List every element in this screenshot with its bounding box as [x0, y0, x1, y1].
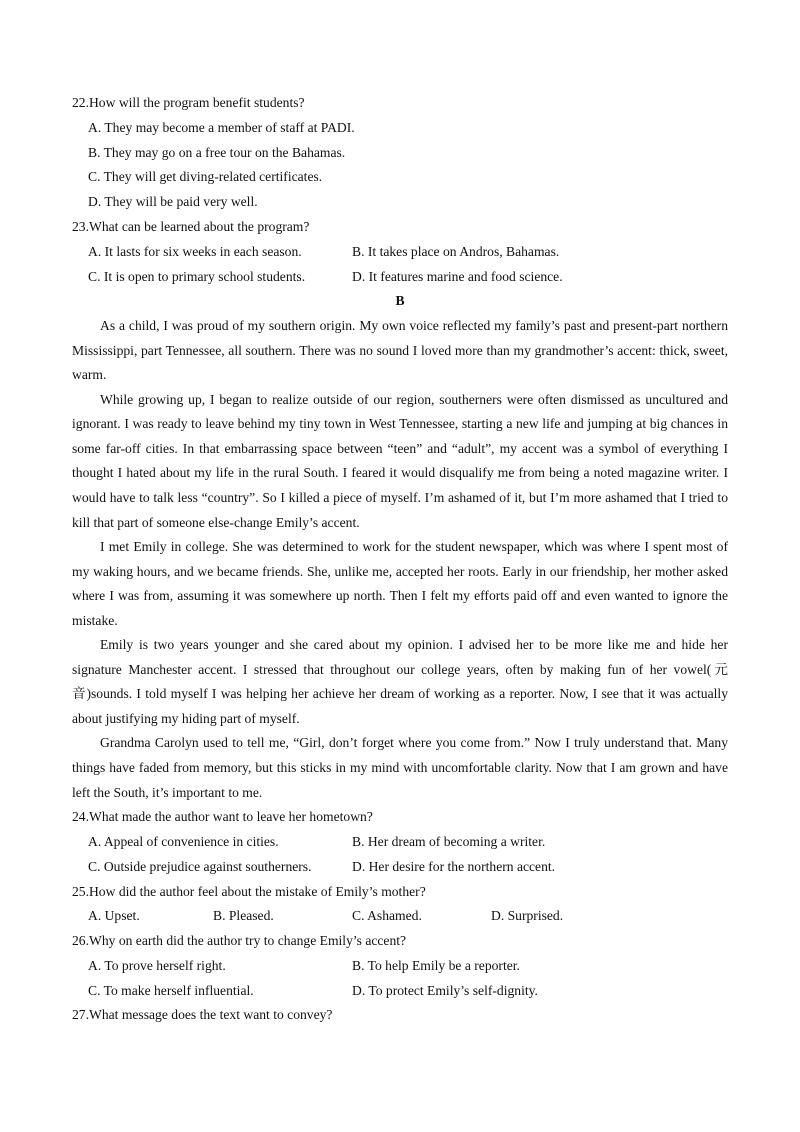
- q24-stem: 24.What made the author want to leave her hometown?: [72, 809, 373, 825]
- q27-stem: 27.What message does the text want to convey?: [72, 1007, 333, 1023]
- q25-option-a: A. Upset.: [88, 908, 140, 924]
- q25-option-b: B. Pleased.: [213, 908, 274, 924]
- q25-option-d: D. Surprised.: [491, 908, 564, 924]
- q25-option-c: C. Ashamed.: [352, 908, 422, 924]
- q23-options-row-1: [88, 240, 728, 265]
- q24-option-c: C. Outside prejudice against southerners.: [88, 858, 312, 874]
- q26-options-row-1: [88, 954, 728, 979]
- q24-option-d: D. Her desire for the northern accent.: [352, 858, 556, 874]
- q26-options-row-2: [88, 979, 728, 1004]
- passage-paragraph-3: I met Emily in college. She was determined to work for the student newspaper, which was where I spent most of my waking hours, and we became friends. She, unlike me, accepted her roots. Early in our friendship, her mother asked where I was from, assuming it was somewhere up north. Then I felt my efforts paid off and even wanted to ignore the mistake.: [72, 539, 728, 628]
- q26-option-d: D. To protect Emily’s self-dignity.: [352, 982, 538, 998]
- q24-options-row-1: [88, 830, 728, 855]
- q24-options-row-2: [88, 855, 728, 880]
- section-b-title: B: [395, 293, 405, 309]
- passage-paragraph-4: Emily is two years younger and she cared about my opinion. I advised her to be more like me and hide her signature Manchester accent. I stressed that throughout our college years, often by making fun of her vowel(元音)sounds. I told myself I was helping her achieve her dream of working as a reporter. Now, I see that it was actually about justifying my hiding part of myself.: [72, 637, 728, 726]
- q26-option-c: C. To make herself influential.: [88, 982, 254, 998]
- q25-options-row: [88, 904, 728, 929]
- q24-option-a: A. Appeal of convenience in cities.: [88, 833, 279, 849]
- passage-paragraph-1: As a child, I was proud of my southern origin. My own voice reflected my family’s past and present-part northern Mississippi, part Tennessee, all southern. There was no sound I loved more than my grandmother’s accent: thick, sweet, warm.: [72, 318, 728, 383]
- q23-option-b: B. It takes place on Andros, Bahamas.: [352, 243, 560, 259]
- q22-option-c: C. They will get diving-related certificates.: [88, 169, 323, 185]
- q23-option-c: C. It is open to primary school students.: [88, 268, 306, 284]
- passage-paragraph-2: While growing up, I began to realize outside of our region, southerners were often dismissed as uncultured and ignorant. I was ready to leave behind my tiny town in West Tennessee, starting a new life and jumping at big chances in some far-off cities. In that embarrassing space between “teen” and “adult”, my accent was a symbol of everything I thought I hated about my life in the rural South. I feared it would disqualify me from being a noted magazine writer. I would have to talk less “country”. So I killed a piece of myself. I’m ashamed of it, but I’m more ashamed that I tried to kill that part of someone else-change Emily’s accent.: [72, 391, 728, 530]
- q26-option-b: B. To help Emily be a reporter.: [352, 957, 520, 973]
- q25-stem: 25.How did the author feel about the mistake of Emily’s mother?: [72, 883, 426, 899]
- q23-options-row-2: [88, 265, 728, 290]
- q23-option-a: A. It lasts for six weeks in each season.: [88, 243, 302, 259]
- q23-stem: 23.What can be learned about the program?: [72, 218, 310, 234]
- q22-stem: 22.How will the program benefit students?: [72, 95, 305, 110]
- q22-option-b: B. They may go on a free tour on the Bahamas.: [88, 144, 346, 160]
- q26-stem: 26.Why on earth did the author try to change Emily’s accent?: [72, 933, 407, 949]
- passage-paragraph-5: Grandma Carolyn used to tell me, “Girl, don’t forget where you come from.” Now I truly understand that. Many things have faded from memory, but this sticks in my mind with uncomfortable clarity. Now that I am grown and have left the South, it’s important to me.: [72, 735, 728, 800]
- q24-option-b: B. Her dream of becoming a writer.: [352, 833, 546, 849]
- q22-option-a: A. They may become a member of staff at PADI.: [88, 119, 355, 135]
- q23-option-d: D. It features marine and food science.: [352, 268, 563, 284]
- q22-option-d: D. They will be paid very well.: [88, 194, 258, 210]
- q26-option-a: A. To prove herself right.: [88, 957, 226, 973]
